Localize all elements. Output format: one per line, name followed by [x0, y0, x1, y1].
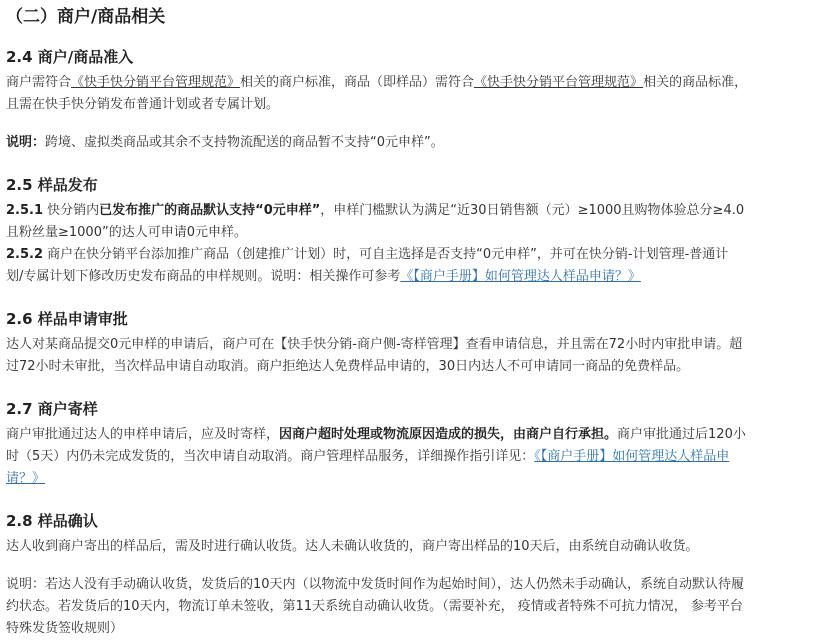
text: 相关的商品标准，: [643, 75, 748, 90]
text: 约状态。若发货后的10天内，物流订单未签收，第11天系统自动确认收货。（需要补充， 疫情或者特殊不可抗力情况， 参考平台: [6, 599, 743, 614]
merchant-manual-link[interactable]: 《【商户手册】如何管理达人样品申请？》: [400, 269, 641, 284]
text: 达人对某商品提交0元申样的申请后，商户可在【快手快分销-商户侧-寄样管理】查看申请信息，并且需在72小时内审批申请。超: [6, 337, 743, 352]
paragraph-2-5-1: [6, 200, 809, 244]
note-2-8: [6, 574, 809, 640]
regulation-link[interactable]: 《快手快分销平台管理规范》: [71, 75, 241, 90]
paragraph-2-8: 达人收到商户寄出的样品后，需及时进行确认收货。达人未确认收货的，商户寄出样品的10天后，由系统自动确认收货。: [6, 539, 699, 554]
text: 划/专属计划下修改历史发布商品的申样规则。说明：相关操作可参考: [6, 269, 401, 284]
heading-2-6: 2.6 样品申请审批: [6, 310, 128, 328]
heading-2-4: 2.4 商户/商品准入: [6, 48, 134, 66]
note-2-4: [6, 132, 809, 154]
text: 且需在快手快分销发布普通计划或者专属计划。: [6, 97, 280, 112]
text: 相关的商户标准，商品（即样品）需符合: [240, 75, 475, 90]
merchant-manual-link-cont[interactable]: 请？》: [6, 471, 46, 486]
regulation-link[interactable]: 《快手快分销平台管理规范》: [474, 75, 644, 90]
paragraph-2-7: [6, 424, 809, 490]
text: 商户在快分销平台添加推广商品（创建推广计划）时，可自主选择是否支持“0元申样”，并可在快分销-计划管理-普通计: [43, 247, 729, 262]
heading-2-8: 2.8 样品确认: [6, 512, 98, 530]
text: 商户审批通过后120小: [617, 427, 746, 442]
bold-text: 因商户超时处理或物流原因造成的损失，由商户自行承担。: [279, 427, 618, 442]
text: 时（5天）内仍未完成发货的，当次申请自动取消。商户管理样品服务，详细操作指引详见：: [6, 449, 535, 464]
note-text: 跨境、虚拟类商品或其余不支持物流配送的商品暂不支持“0元申样”。: [45, 135, 444, 150]
text: 特殊发货签收规则）: [6, 621, 124, 636]
text: 过72小时未审批，当次样品申请自动取消。商户拒绝达人免费样品申请的，30日内达人不可申请同一商品的免费样品。: [6, 359, 690, 374]
text: 商户审批通过达人的申样申请后，应及时寄样，: [6, 427, 280, 442]
clause-number: 2.5.1: [6, 203, 44, 218]
paragraph-2-4: [6, 72, 809, 116]
paragraph-2-6: [6, 334, 809, 378]
heading-2-5: 2.5 样品发布: [6, 176, 98, 194]
text: 快分销内: [43, 203, 100, 218]
section-title: （二）商户/商品相关: [6, 7, 166, 27]
clause-number: 2.5.2: [6, 247, 44, 262]
text: 且粉丝量≥1000”的达人可申请0元申样。: [6, 225, 247, 240]
note-label: 说明：: [6, 135, 46, 150]
text: ，申样门槛默认为满足“近30日销售额（元）≥1000且购物体验总分≥4.0: [320, 203, 745, 218]
text: 说明：若达人没有手动确认收货，发货后的10天内（以物流中发货时间作为起始时间），达人仍然未手动确认，系统自动默认待履: [6, 577, 745, 592]
bold-text: 已发布推广的商品默认支持“0元申样”: [99, 203, 321, 218]
text: 商户需符合: [6, 75, 72, 90]
heading-2-7: 2.7 商户寄样: [6, 400, 98, 418]
merchant-manual-link[interactable]: 《【商户手册】如何管理达人样品申: [534, 449, 730, 464]
paragraph-2-5-2: [6, 244, 809, 288]
